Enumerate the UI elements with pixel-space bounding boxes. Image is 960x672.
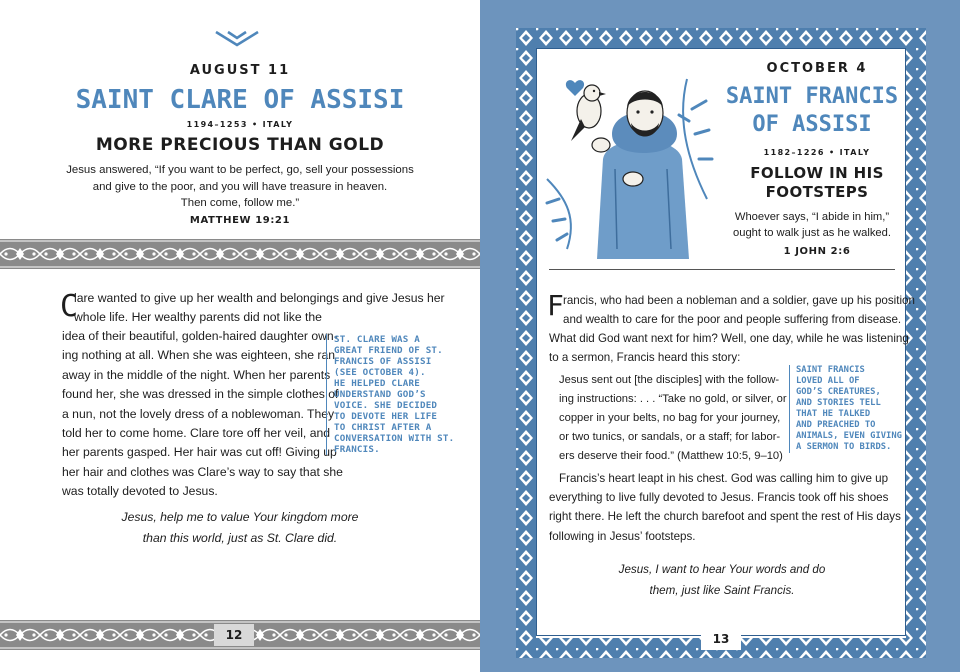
- years-label: 1194–1253 • ITALY: [186, 120, 294, 129]
- sidebar-note: [789, 365, 902, 453]
- prayer: [60, 507, 420, 549]
- date-label: AUGUST 11: [189, 63, 291, 78]
- sidebar-line: SAINT FRANCIS: [796, 365, 865, 375]
- sidebar-line: THAT HE TALKED: [796, 409, 871, 419]
- quote-line: or two tunics, or sandals, or a staff; for labor-: [559, 431, 781, 443]
- verse-line: Jesus answered, “If you want to be perfect, go, sell your possessions: [66, 164, 414, 176]
- body-line: lare wanted to give up her wealth and belongings and give Jesus her: [74, 291, 445, 305]
- drop-cap: C: [60, 289, 79, 324]
- sidebar-line: A SERMON TO BIRDS.: [796, 442, 892, 452]
- years-label: 1182–1226 • ITALY: [763, 148, 871, 157]
- sidebar-line: ST. CLARE WAS A: [334, 334, 420, 345]
- body-line: Francis’s heart leapt in his chest. God was calling him to give up: [559, 472, 889, 485]
- title-line: SAINT FRANCIS: [725, 84, 899, 109]
- sidebar-line: UNDERSTAND GOD’S: [334, 389, 426, 400]
- verse-line: ought to walk just as he walked.: [733, 227, 891, 239]
- body-line: her hair and clothes was Clare’s way to say that she: [62, 464, 343, 479]
- sidebar-line: TO CHRIST AFTER A: [334, 422, 432, 433]
- body-line: right there. He left the church barefoot and spent the rest of His days: [549, 510, 901, 524]
- sidebar-line: HE HELPED CLARE: [334, 378, 420, 389]
- sidebar-line: AND PREACHED TO: [796, 420, 876, 430]
- subtitle-line: FOLLOW IN HIS: [750, 164, 884, 182]
- sidebar-line: FRANCIS.: [334, 444, 380, 455]
- body-line: her parents gasped. Her hair was cut off! Giving up: [62, 445, 337, 460]
- body-paragraph-rest: [549, 329, 909, 367]
- quote-line: ing instructions: . . . “Take no gold, or silver, or: [559, 393, 787, 405]
- sidebar-note: [326, 334, 454, 455]
- body-line: and wealth to care for the poor and people suffering from disease.: [563, 313, 902, 327]
- body-line: a nun, not the lovely dress of a noblewoman. They: [62, 406, 335, 421]
- subtitle: MORE PRECIOUS THAN GOLD: [95, 135, 385, 155]
- ornamental-frame: [516, 28, 926, 658]
- bible-verse: [717, 209, 907, 241]
- verse-reference: 1 JOHN 2:6: [783, 246, 851, 257]
- sidebar-line: ANIMALS, EVEN GIVING: [796, 431, 902, 441]
- sidebar-line: (SEE OCTOBER 4).: [334, 367, 426, 378]
- body-line: told her to come home. Clare tore off her veil, and: [62, 426, 331, 441]
- prayer-line: Jesus, help me to value Your kingdom more: [121, 510, 359, 524]
- divider-rule: [549, 269, 895, 270]
- subtitle-line: FOOTSTEPS: [765, 183, 869, 201]
- drop-cap: F: [547, 289, 564, 322]
- saint-francis-illustration: [537, 49, 727, 259]
- verse-reference: MATTHEW 19:21: [189, 215, 291, 226]
- sidebar-line: GOD’S CREATURES,: [796, 387, 881, 397]
- content-panel: [536, 48, 915, 636]
- body-line: found her, she was dressed in the simple clothes of: [62, 387, 339, 402]
- sidebar-line: AND STORIES TELL: [796, 398, 881, 408]
- sidebar-line: LOVED ALL OF: [796, 376, 860, 386]
- verse-line: Whoever says, “I abide in him,”: [734, 211, 890, 223]
- sidebar-line: GREAT FRIEND OF ST.: [334, 345, 443, 356]
- body-line: rancis, who had been a nobleman and a soldier, gave up his position: [563, 294, 915, 307]
- prayer-line: than this world, just as St. Clare did.: [142, 531, 338, 545]
- right-page: [480, 0, 960, 672]
- body-line: away in the middle of the night. When her parents: [62, 367, 331, 382]
- body-line: idea of their beautiful, golden-haired daughter own-: [62, 329, 338, 343]
- body-line: whole life. Her wealthy parents did not like the: [74, 310, 322, 324]
- body-line: What did God want next for him? Well, one day, while he was listening: [549, 332, 909, 345]
- date-label: OCTOBER 4: [766, 61, 868, 76]
- body-paragraph-rest: [62, 327, 343, 502]
- prayer: [557, 559, 887, 601]
- prayer-line: them, just like Saint Francis.: [649, 584, 795, 597]
- body-line: following in Jesus’ footsteps.: [549, 529, 696, 543]
- verse-line: and give to the poor, and you will have treasure in heaven.: [92, 180, 388, 193]
- chevron-ornament-icon: [214, 28, 260, 48]
- quote-line: Jesus sent out [the disciples] with the follow-: [559, 374, 780, 386]
- body-line: everything to live fully devoted to Jesus. Francis took off his shoes: [549, 491, 889, 505]
- heart-icon: [566, 80, 584, 96]
- body-line: ing nothing at all. When she was eighteen, she ran: [62, 348, 336, 363]
- body-line: to a sermon, Francis heard this story:: [549, 351, 741, 365]
- saint-title: SAINT CLARE OF ASSISI: [75, 85, 405, 115]
- decorative-band-top: [0, 239, 480, 269]
- quote-line: ers deserve their food.” (Matthew 10:5, 9–10): [559, 450, 783, 462]
- sidebar-line: TO DEVOTE HER LIFE: [334, 411, 438, 422]
- bible-verse: [40, 162, 440, 212]
- body-paragraph: [563, 291, 915, 329]
- body-paragraph-cont: [74, 308, 322, 327]
- page-number: 12: [214, 624, 254, 646]
- body-line: was totally devoted to Jesus.: [62, 484, 218, 499]
- sidebar-line: VOICE. SHE DECIDED: [334, 400, 438, 411]
- subtitle: [727, 164, 907, 202]
- page-number: 13: [701, 628, 741, 650]
- sidebar-line: CONVERSATION WITH ST.: [334, 433, 455, 444]
- saint-title: [717, 83, 907, 139]
- quote-line: copper in your belts, no bag for your journey,: [559, 412, 781, 424]
- sidebar-line: FRANCIS OF ASSISI: [334, 356, 432, 367]
- body-paragraph: [74, 289, 445, 308]
- scripture-quote: [559, 371, 787, 466]
- prayer-line: Jesus, I want to hear Your words and do: [618, 563, 826, 576]
- body-paragraph-2: [549, 469, 901, 546]
- title-line: OF ASSISI: [752, 112, 872, 137]
- verse-line: Then come, follow me.”: [180, 197, 300, 209]
